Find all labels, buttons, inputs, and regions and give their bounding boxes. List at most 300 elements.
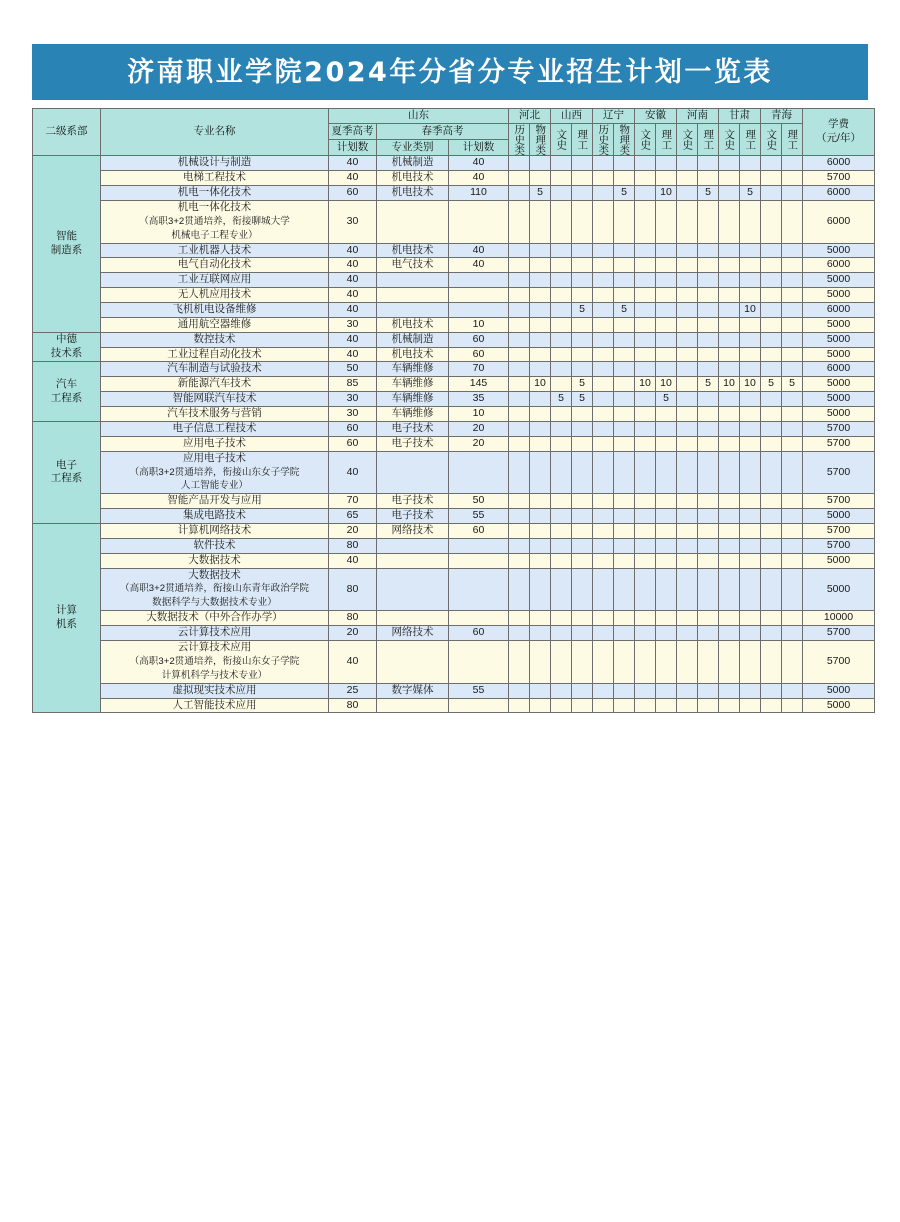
header-spring-plan-count: 计划数 [449,140,509,156]
province-plan-cell [530,568,551,611]
province-plan-cell: 10 [719,377,740,392]
tuition-cell: 5000 [803,273,875,288]
spring-plan-count-cell [449,538,509,553]
spring-plan-count-cell: 70 [449,362,509,377]
spring-plan-count-cell: 40 [449,258,509,273]
province-plan-cell [740,362,761,377]
province-plan-cell [635,626,656,641]
province-plan-cell [593,538,614,553]
province-plan-cell [740,524,761,539]
province-plan-cell [530,553,551,568]
spring-plan-count-cell: 40 [449,156,509,171]
header-subject-shanxi-liberal: 文史 [551,123,572,156]
spring-plan-count-cell: 145 [449,377,509,392]
spring-plan-count-cell: 110 [449,186,509,201]
spring-category-cell: 网络技术 [377,626,449,641]
table-row [33,407,875,422]
province-plan-cell [656,509,677,524]
province-plan-cell [782,553,803,568]
table-row [33,451,875,494]
province-plan-cell [698,641,719,684]
province-plan-cell [572,362,593,377]
province-plan-cell [782,451,803,494]
major-name: 智能网联汽车技术 [172,392,257,405]
province-plan-cell [761,553,782,568]
major-name: 机电一体化技术 [177,200,252,213]
tuition-cell: 5700 [803,494,875,509]
summer-plan-count-cell: 20 [329,626,377,641]
province-plan-cell [719,258,740,273]
major-name: 汽车技术服务与营销 [167,407,262,420]
province-plan-cell [551,641,572,684]
province-plan-cell [551,509,572,524]
tuition-cell: 5700 [803,641,875,684]
spring-category-cell: 机电技术 [377,347,449,362]
spring-plan-count-cell: 20 [449,421,509,436]
province-plan-cell [530,332,551,347]
province-plan-cell [740,611,761,626]
province-plan-cell [635,288,656,303]
province-plan-cell: 10 [656,186,677,201]
province-plan-cell: 5 [572,377,593,392]
major-name: 虚拟现实技术应用 [172,683,257,696]
province-plan-cell [677,317,698,332]
province-plan-cell [782,524,803,539]
table-row [33,347,875,362]
province-plan-cell [719,347,740,362]
province-plan-cell [551,362,572,377]
province-plan-cell [530,392,551,407]
major-name-cell [101,451,329,494]
province-plan-cell [572,332,593,347]
province-plan-cell [656,243,677,258]
province-plan-cell [593,317,614,332]
table-row [33,171,875,186]
spring-category-cell: 机械制造 [377,332,449,347]
province-plan-cell [551,451,572,494]
major-name-cell [101,538,329,553]
enrollment-plan-table [32,108,875,713]
province-plan-cell [509,243,530,258]
province-plan-cell [530,171,551,186]
province-plan-cell [635,509,656,524]
major-name-note: 数据科学与大数据技术专业） [152,597,277,609]
table-row [33,641,875,684]
province-plan-cell [530,538,551,553]
province-plan-cell [677,494,698,509]
major-name-cell [101,332,329,347]
province-plan-cell [677,683,698,698]
province-plan-cell [698,317,719,332]
province-plan-cell [656,626,677,641]
province-plan-cell [719,243,740,258]
province-plan-cell [698,568,719,611]
province-plan-cell [551,524,572,539]
province-plan-cell: 5 [572,303,593,318]
province-plan-cell [761,451,782,494]
province-plan-cell [740,171,761,186]
province-plan-cell [698,509,719,524]
province-plan-cell [593,568,614,611]
tuition-cell: 6000 [803,156,875,171]
province-plan-cell [698,258,719,273]
province-plan-cell [572,509,593,524]
province-plan-cell [593,156,614,171]
province-plan-cell [635,494,656,509]
province-plan-cell [761,436,782,451]
major-name-cell [101,377,329,392]
province-plan-cell [698,243,719,258]
province-plan-cell [656,362,677,377]
province-plan-cell [782,494,803,509]
major-name-cell [101,698,329,713]
province-plan-cell [551,611,572,626]
province-plan-cell [677,436,698,451]
province-plan-cell [740,317,761,332]
province-plan-cell [593,362,614,377]
province-plan-cell [761,626,782,641]
summer-plan-count-cell: 80 [329,698,377,713]
header-summer-plan-count: 计划数 [329,140,377,156]
major-name-cell [101,683,329,698]
major-name: 数控技术 [193,332,236,345]
province-plan-cell [740,509,761,524]
spring-plan-count-cell: 55 [449,509,509,524]
province-plan-cell [740,392,761,407]
tuition-cell: 5000 [803,377,875,392]
spring-category-cell [377,538,449,553]
province-plan-cell [782,626,803,641]
province-plan-cell [614,362,635,377]
province-plan-cell [509,332,530,347]
major-name-cell [101,553,329,568]
province-plan-cell: 10 [740,377,761,392]
province-plan-cell [593,392,614,407]
summer-plan-count-cell: 80 [329,538,377,553]
province-plan-cell: 5 [698,377,719,392]
province-plan-cell [509,538,530,553]
header-subject-gansu-liberal: 文史 [719,123,740,156]
major-name: 软件技术 [193,538,236,551]
province-plan-cell [551,243,572,258]
spring-plan-count-cell: 35 [449,392,509,407]
province-plan-cell [593,698,614,713]
major-name-cell [101,392,329,407]
department-cell: 计算 机系 [33,524,101,713]
spring-category-cell [377,641,449,684]
major-name: 电气自动化技术 [177,258,252,271]
table-row [33,494,875,509]
table-row [33,303,875,318]
province-plan-cell [656,683,677,698]
province-plan-cell [530,451,551,494]
province-plan-cell [677,407,698,422]
tuition-cell: 5000 [803,243,875,258]
header-subject-gansu-science: 理工 [740,123,761,156]
header-subject-henan-science: 理工 [698,123,719,156]
province-plan-cell [698,156,719,171]
province-plan-cell [509,258,530,273]
province-plan-cell [551,436,572,451]
province-plan-cell [530,436,551,451]
province-plan-cell [677,362,698,377]
province-plan-cell [635,451,656,494]
province-plan-cell [719,156,740,171]
spring-plan-count-cell [449,288,509,303]
province-plan-cell [551,347,572,362]
province-plan-cell [572,186,593,201]
province-plan-cell [740,494,761,509]
province-plan-cell [782,436,803,451]
major-name-cell [101,626,329,641]
province-plan-cell: 5 [551,392,572,407]
province-plan-cell [656,698,677,713]
province-plan-cell [782,407,803,422]
province-plan-cell [530,698,551,713]
spring-category-cell: 电子技术 [377,436,449,451]
summer-plan-count-cell: 40 [329,156,377,171]
province-plan-cell [656,553,677,568]
province-plan-cell [782,243,803,258]
department-cell: 汽车 工程系 [33,362,101,421]
province-plan-cell [740,273,761,288]
province-plan-cell [719,568,740,611]
summer-plan-count-cell: 40 [329,288,377,303]
province-plan-cell [761,524,782,539]
enrollment-plan-table-wrap [32,108,868,713]
province-plan-cell [782,317,803,332]
province-plan-cell [740,243,761,258]
province-plan-cell [698,683,719,698]
province-plan-cell [593,436,614,451]
province-plan-cell [509,421,530,436]
spring-category-cell [377,698,449,713]
province-plan-cell [572,317,593,332]
province-plan-cell [530,288,551,303]
header-spring-gaokao: 春季高考 [377,123,509,139]
province-plan-cell: 10 [656,377,677,392]
province-plan-cell [719,171,740,186]
major-name-cell [101,568,329,611]
major-name: 智能产品开发与应用 [167,494,262,507]
province-plan-cell [572,524,593,539]
major-name-cell [101,347,329,362]
province-plan-cell [530,200,551,243]
province-plan-cell [782,303,803,318]
major-name-cell [101,641,329,684]
province-plan-cell [719,436,740,451]
province-plan-cell [635,347,656,362]
major-name-note: （高职3+2贯通培养，衔接聊城大学 [139,215,290,227]
province-plan-cell [551,273,572,288]
department-cell: 电子 工程系 [33,421,101,523]
spring-plan-count-cell: 50 [449,494,509,509]
major-name-cell [101,407,329,422]
tuition-cell: 5000 [803,332,875,347]
province-plan-cell [656,611,677,626]
province-plan-cell [614,156,635,171]
spring-category-cell [377,200,449,243]
province-plan-cell [635,641,656,684]
spring-category-cell: 机电技术 [377,317,449,332]
header-province-qinghai: 青海 [761,109,803,124]
province-plan-cell [593,258,614,273]
summer-plan-count-cell: 40 [329,332,377,347]
province-plan-cell: 5 [740,186,761,201]
tuition-cell: 6000 [803,362,875,377]
province-plan-cell [782,171,803,186]
province-plan-cell [614,288,635,303]
tuition-cell: 6000 [803,200,875,243]
province-plan-cell [509,156,530,171]
summer-plan-count-cell: 40 [329,171,377,186]
major-name: 集成电路技术 [183,509,246,522]
province-plan-cell [593,494,614,509]
major-name: 计算机网络技术 [177,524,252,537]
province-plan-cell [677,303,698,318]
header-province-hebei: 河北 [509,109,551,124]
summer-plan-count-cell: 40 [329,258,377,273]
province-plan-cell [761,362,782,377]
province-plan-cell [551,698,572,713]
table-row [33,538,875,553]
province-plan-cell [509,200,530,243]
province-plan-cell [677,243,698,258]
province-plan-cell [635,258,656,273]
summer-plan-count-cell: 20 [329,524,377,539]
table-row [33,392,875,407]
province-plan-cell [614,317,635,332]
province-plan-cell [698,494,719,509]
major-name: 云计算技术应用 [177,626,252,639]
table-row [33,362,875,377]
summer-plan-count-cell: 40 [329,553,377,568]
province-plan-cell [614,641,635,684]
major-name-cell [101,494,329,509]
province-plan-cell [593,641,614,684]
province-plan-cell [782,288,803,303]
tuition-cell: 6000 [803,258,875,273]
spring-plan-count-cell [449,553,509,568]
province-plan-cell [677,524,698,539]
province-plan-cell [530,273,551,288]
province-plan-cell [593,243,614,258]
province-plan-cell [740,436,761,451]
table-row [33,683,875,698]
province-plan-cell [698,626,719,641]
province-plan-cell [551,421,572,436]
tuition-cell: 5000 [803,288,875,303]
table-row [33,200,875,243]
province-plan-cell [509,317,530,332]
spring-category-cell: 车辆维修 [377,377,449,392]
province-plan-cell [698,698,719,713]
province-plan-cell [782,641,803,684]
summer-plan-count-cell: 40 [329,451,377,494]
province-plan-cell [572,683,593,698]
province-plan-cell [740,538,761,553]
province-plan-cell [593,611,614,626]
province-plan-cell [593,303,614,318]
province-plan-cell [593,509,614,524]
tuition-cell: 5000 [803,317,875,332]
province-plan-cell [782,258,803,273]
province-plan-cell [740,407,761,422]
spring-plan-count-cell [449,303,509,318]
province-plan-cell [782,200,803,243]
header-subject-anhui-liberal: 文史 [635,123,656,156]
province-plan-cell [509,186,530,201]
province-plan-cell [656,421,677,436]
province-plan-cell [530,626,551,641]
province-plan-cell [551,494,572,509]
province-plan-cell [719,451,740,494]
spring-category-cell: 电子技术 [377,509,449,524]
province-plan-cell [614,171,635,186]
tuition-cell: 5000 [803,683,875,698]
table-row [33,288,875,303]
province-plan-cell [551,258,572,273]
table-row [33,568,875,611]
province-plan-cell [614,553,635,568]
province-plan-cell [677,641,698,684]
tuition-cell: 5700 [803,171,875,186]
province-plan-cell [677,451,698,494]
summer-plan-count-cell: 40 [329,347,377,362]
province-plan-cell [593,626,614,641]
province-plan-cell [782,156,803,171]
province-plan-cell [635,171,656,186]
province-plan-cell [656,171,677,186]
province-plan-cell [782,683,803,698]
province-plan-cell [719,641,740,684]
province-plan-cell [530,509,551,524]
province-plan-cell [572,347,593,362]
header-province-shanxi: 山西 [551,109,593,124]
province-plan-cell [656,524,677,539]
province-plan-cell [593,683,614,698]
spring-category-cell [377,273,449,288]
province-plan-cell [656,156,677,171]
province-plan-cell [719,538,740,553]
province-plan-cell [593,200,614,243]
spring-category-cell: 网络技术 [377,524,449,539]
province-plan-cell [719,332,740,347]
province-plan-cell [593,553,614,568]
province-plan-cell [740,698,761,713]
province-plan-cell [593,377,614,392]
province-plan-cell [614,273,635,288]
summer-plan-count-cell: 30 [329,317,377,332]
province-plan-cell [719,698,740,713]
province-plan-cell [635,524,656,539]
province-plan-cell [761,171,782,186]
major-name: 应用电子技术 [183,436,246,449]
summer-plan-count-cell: 60 [329,421,377,436]
province-plan-cell [572,494,593,509]
spring-plan-count-cell [449,273,509,288]
header-province-liaoning: 辽宁 [593,109,635,124]
table-row [33,317,875,332]
spring-plan-count-cell [449,451,509,494]
tuition-cell: 5000 [803,392,875,407]
province-plan-cell [782,273,803,288]
province-plan-cell [509,171,530,186]
table-row [33,553,875,568]
province-plan-cell [551,186,572,201]
header-subject-qinghai-science: 理工 [782,123,803,156]
province-plan-cell [740,451,761,494]
